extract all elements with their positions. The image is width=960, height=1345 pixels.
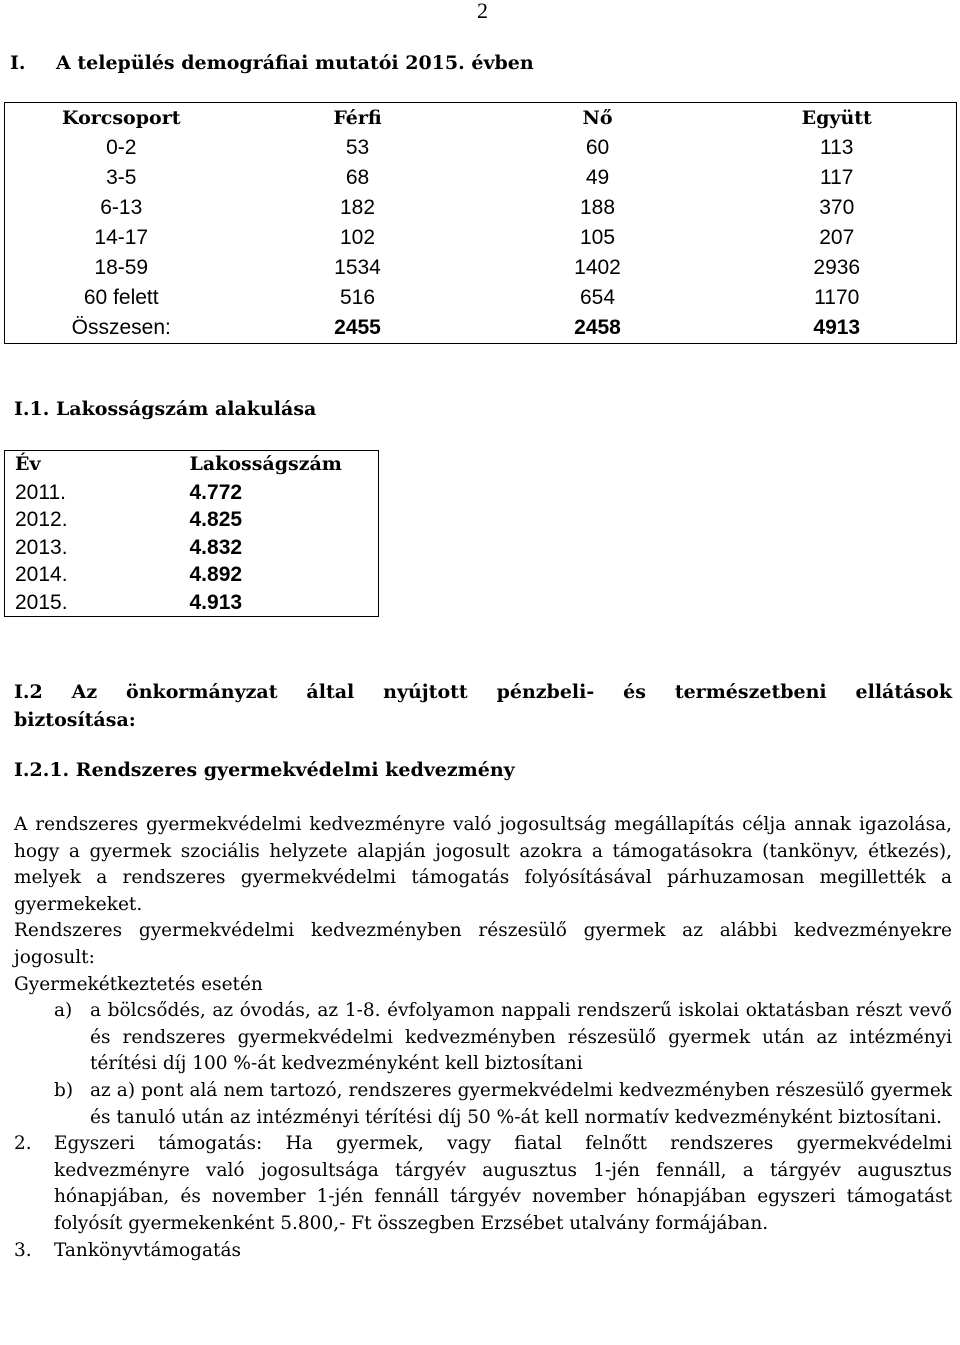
population-cell: 4.913 [189, 590, 243, 614]
population-cell: 4.832 [189, 535, 243, 559]
male-cell: 53 [345, 136, 370, 159]
list-item-text: az a) pont alá nem tartozó, rendszeres gyermekvédelmi kedvezményben részesülő gyermek és tanuló után az intézményi térítési díj 50 %-át kell normatív kedvezményként biztosítani. [90, 1079, 952, 1128]
section-heading-benefits [14, 678, 952, 706]
total-cell: 207 [819, 226, 855, 249]
population-cell: 4.825 [189, 508, 243, 531]
table-row [5, 163, 957, 193]
age-group-cell: 0-2 [106, 136, 137, 159]
table-row [5, 253, 957, 283]
list-label: 2. [14, 1133, 32, 1155]
female-cell: 60 [585, 136, 610, 159]
total-cell: 113 [820, 136, 854, 159]
age-group-cell: 60 felett [83, 286, 159, 309]
year-cell: 2011. [15, 480, 66, 504]
section-heading-child-protection: I.2.1. Rendszeres gyermekvédelmi kedvezmény [14, 759, 515, 781]
population-table [4, 450, 379, 617]
total-cell: 2936 [813, 256, 861, 279]
list-item-text: Egyszeri támogatás: Ha gyermek, vagy fiatal felnőtt rendszeres gyermekvédelmi kedvezményre való jogosultsága tárgyév augusztus 1-jén fennáll, a tárgyév augusztus hónapjában, és november 1-jén fennáll tárgyév november hónapjában egyszeri támogatást folyósít gyermekenként 5.800,- Ft összegben Erzsébet utalvány formájában. [54, 1133, 952, 1234]
female-cell: 654 [579, 286, 616, 309]
section-heading-demographics [10, 52, 534, 74]
total-cell: 370 [819, 196, 855, 219]
section-number: I. [10, 52, 26, 74]
table-row [5, 506, 379, 534]
table-row [5, 534, 379, 562]
age-group-cell: 6-13 [100, 196, 143, 219]
list-item-textbook-support [14, 1238, 952, 1265]
male-cell: 102 [339, 226, 376, 249]
male-cell: 516 [339, 286, 376, 309]
female-cell: 188 [579, 196, 616, 219]
demographics-table [4, 102, 957, 344]
col-header-population: Lakosságszám [189, 453, 342, 475]
grand-total-cell: 4913 [813, 316, 861, 339]
table-row [5, 479, 379, 507]
table-row [5, 589, 379, 617]
male-total-cell: 2455 [334, 316, 381, 339]
section-title: A település demográfiai mutatói 2015. évben [56, 52, 534, 74]
population-cell: 4.892 [189, 563, 243, 586]
female-total-cell: 2458 [574, 316, 621, 339]
col-header-age-group: Korcsoport [62, 107, 181, 129]
table-row [5, 283, 957, 313]
year-cell: 2012. [15, 508, 68, 531]
table-row [5, 223, 957, 253]
section-heading-benefits-cont: biztosítása: [14, 709, 136, 731]
female-cell: 1402 [574, 256, 621, 279]
year-cell: 2013. [15, 535, 68, 559]
total-label-cell: Összesen: [71, 316, 171, 339]
male-cell: 182 [339, 196, 376, 219]
total-cell: 117 [820, 166, 854, 189]
male-cell: 68 [345, 166, 370, 189]
male-cell: 1534 [334, 256, 381, 279]
age-group-cell: 14-17 [94, 226, 149, 249]
table-header-row [5, 451, 379, 479]
list-item-b [14, 1078, 952, 1131]
section-heading-benefits-line1: I.2 Az önkormányzat által nyújtott pénzbeli- és természetbeni ellátások [14, 681, 952, 703]
paragraph-beneficiary: Rendszeres gyermekvédelmi kedvezményben részesülő gyermek az alábbi kedvezményekre jogosult: [14, 920, 952, 968]
total-cell: 1170 [814, 286, 860, 309]
page-number: 2 [477, 0, 488, 23]
section-heading-population: I.1. Lakosságszám alakulása [14, 398, 317, 420]
year-cell: 2015. [15, 590, 68, 614]
paragraph-eligibility: A rendszeres gyermekvédelmi kedvezményre való jogosultság megállapítás célja annak igazolása, hogy a gyermek szociális helyzete alapján jogosult azokra a támogatásokra (tankönyv, étkezés), melyek a rendszeres gyermekvédelmi támogatás folyósításával párhuzamosan megillették a gyermekeket. [14, 814, 952, 915]
col-header-total: Együtt [801, 107, 872, 129]
age-group-cell: 3-5 [106, 166, 137, 189]
table-row [5, 193, 957, 223]
list-item-text: Tankönyvtámogatás [54, 1239, 241, 1261]
list-label: 3. [14, 1239, 32, 1261]
body-text [14, 812, 952, 1264]
population-cell: 4.772 [189, 480, 243, 504]
list-item-one-time-support [14, 1131, 952, 1237]
list-label: b) [54, 1079, 74, 1101]
table-row [5, 561, 379, 589]
year-cell: 2014. [15, 563, 68, 586]
list-item-text: a bölcsődés, az óvodás, az 1-8. évfolyamon nappali rendszerű iskolai oktatásban részt vevő és rendszeres gyermekvédelmi kedvezményben részesülő gyermek után az intézményi térítési díj 100 %-át kedvezményként kell biztosítani [90, 1000, 952, 1075]
age-group-cell: 18-59 [94, 256, 149, 279]
list-item-a [14, 998, 952, 1078]
female-cell: 105 [579, 226, 616, 249]
table-header-row [5, 103, 957, 134]
col-header-year: Év [15, 453, 41, 475]
paragraph-meals: Gyermekétkeztetés esetén [14, 973, 263, 995]
female-cell: 49 [585, 166, 610, 189]
col-header-female: Nő [582, 107, 613, 129]
table-row [5, 133, 957, 163]
table-total-row [5, 313, 957, 344]
list-label: a) [54, 1000, 73, 1022]
col-header-male: Férfi [333, 107, 382, 129]
